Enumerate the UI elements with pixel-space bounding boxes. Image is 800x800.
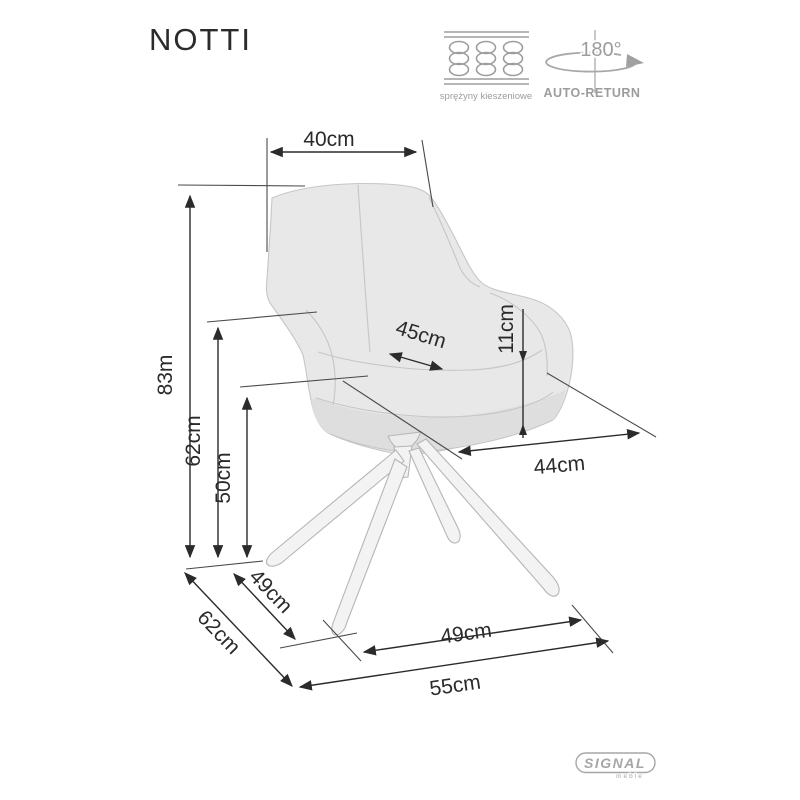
dimension-label-total-height: 83m [154, 354, 177, 396]
dimension-label-seat-height: 50cm [212, 452, 235, 504]
product-title: NOTTI [149, 22, 252, 57]
auto-return-caption: AUTO-RETURN [543, 86, 641, 100]
dimension-label-base-depth-inner: 49cm [244, 565, 297, 618]
rotation-degrees: 180° [580, 39, 622, 61]
pocket-springs-icon [440, 32, 532, 102]
dimension-label-back-width: 40cm [303, 128, 355, 151]
dimension-base-width-inner [364, 619, 581, 652]
dimension-back-width [271, 128, 416, 152]
dimension-seat-height [212, 398, 247, 557]
dimension-base-width-outer [300, 641, 608, 701]
pocket-springs-caption: sprężyny kieszeniowe [439, 91, 533, 102]
dimension-label-base-width-inner: 49cm [439, 618, 494, 649]
dimension-label-seat-width: 44cm [532, 451, 587, 480]
brand-logo-sub: meble [616, 773, 644, 780]
auto-return-icon [544, 30, 644, 100]
dimension-label-seat-depth: 45cm [392, 316, 449, 354]
dimension-backrest-height [182, 328, 218, 557]
chair-base [266, 432, 559, 635]
dimension-base-depth-inner [234, 565, 297, 639]
dimension-label-armrest-height: 11cm [495, 304, 518, 354]
dimension-label-base-depth-outer: 62cm [192, 606, 245, 659]
dimension-total-height [154, 196, 190, 557]
chair-sketch [266, 184, 572, 635]
dimension-label-backrest-height: 62cm [182, 415, 205, 467]
dimension-label-base-width-outer: 55cm [428, 670, 483, 701]
brand-logo [576, 753, 655, 780]
brand-logo-text: SIGNAL [584, 755, 646, 771]
